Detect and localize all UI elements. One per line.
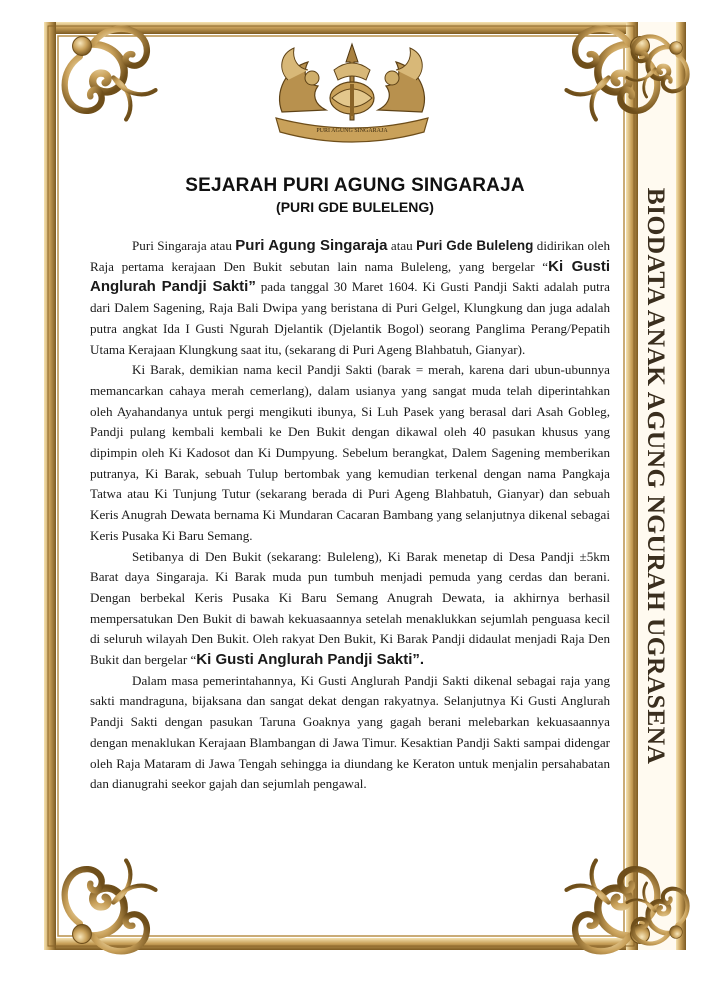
page-title: SEJARAH PURI AGUNG SINGARAJA: [185, 175, 525, 196]
bold-name-puri-agung: Puri Agung Singaraja: [235, 237, 388, 254]
bold-title-ki-gusti-2: Ki Gusti Anglurah Pandji Sakti”.: [196, 651, 425, 669]
crest-ribbon-text: PURI AGUNG SINGARAJA: [316, 128, 388, 134]
paragraph-2: Ki Barak, demikian nama kecil Pandji Sakti (barak = merah, karena dari ubun-ubunnya memancarkan cahaya merah cemerlang), dalam usianya yang sangat muda telah diperintahkan oleh Ayahandanya untuk pergi mengikuti ibunya, Si Luh Pasek yang berasal dari Asah Gobleg, Pandji pulang kembali kembali ke Den Bukit dengan dikawal oleh 40 pasukan khusus yang dipimpin oleh Ki Kadosot dan Ki Dumpyung. Sebelum berangkat, Dalem Sagening memberikan putranya, Ki Barak, sebuah Tulup bertombak yang kemudian terkenal dengan nama Pangkaja Tatwa atau Ki Tunjung Tutur (sekarang berada di Puri Ageng Blahbatuh, Gianyar) dan sebuah Keris Anugrah Dewata bernama Ki Mundaran Cacaran Bambang yang selanjutnya dikenal sebagai Keris Pusaka Ki Baru Semang.: [90, 362, 610, 543]
page-subtitle: (PURI GDE BULELENG): [276, 199, 434, 215]
paragraph-4: Dalam masa pemerintahannya, Ki Gusti Anglurah Pandji Sakti dikenal sebagai raja yang sakti mandraguna, bijaksana dan sangat dekat dengan rakyatnya. Selanjutnya Ki Gusti Anglurah Pandji Sakti dengan pasukan Taruna Goaknya yang gagah berani melebarkan kekuasaannya dengan menaklukan Kerajaan Blambangan di Jawa Timur. Kesaktian Pandji Sakti sampai didengar oleh Raja Mataram di Jawa Tengah sehingga ia diundang ke Keraton untuk menjalin persahabatan dan dianugrahi seekor gajah dan sejumlah pengawal.: [90, 672, 610, 792]
bold-name-puri-gde: Puri Gde Buleleng: [416, 238, 534, 253]
side-banner-text: BIODATA ANAK AGUNG NGURAH UGRASENA: [642, 187, 671, 765]
royal-crest-icon: [268, 40, 436, 150]
history-body: [90, 236, 610, 795]
side-banner: [636, 187, 676, 765]
paragraph-3: Setibanya di Den Bukit (sekarang: Buleleng), Ki Barak menetap di Desa Pandji ±5km Barat daya Singaraja. Ki Barak muda pun tumbuh menjadi pemuda yang cerdas dan berani. Dengan berbekal Keris Pusaka Ki Baru Semang Anugrah Dewata, ia akhirnya berhasil mempersatukan Den Bukit di bawah kekuasaannya setelah menaklukkan sejumlah penguasa kecil di seluruh wilayah Den Bukit. Oleh rakyat Den Bukit, Ki Barak Pandji didaulat menjadi Raja Den Bukit dan bergelar “Ki Gusti Anglurah Pandji Sakti”.: [90, 548, 610, 669]
bold-title-ki-gusti: Ki Gusti Anglurah Pandji Sakti”: [90, 257, 610, 296]
paragraph-1: Puri Singaraja atau Puri Agung Singaraja atau Puri Gde Buleleng didirikan oleh Raja pertama kerajaan Den Bukit sebutan lain nama Buleleng, yang bergelar “Ki Gusti Anglurah Pandji Sakti” pada tanggal 30 Maret 1604. Ki Gusti Pandji Sakti adalah putra dari Dalem Sagening, Raja Bali Dwipa yang beristana di Puri Gelgel, Klungkung dan juga adalah putra angkat Ida I Gusti Ngurah Djelantik (Djelantik Bogol) seorang Panglima Perang/Pepatih Utama Kerajaan Klungkung saat itu, (sekarang di Puri Ageng Blahbatuh, Gianyar).: [90, 237, 610, 357]
